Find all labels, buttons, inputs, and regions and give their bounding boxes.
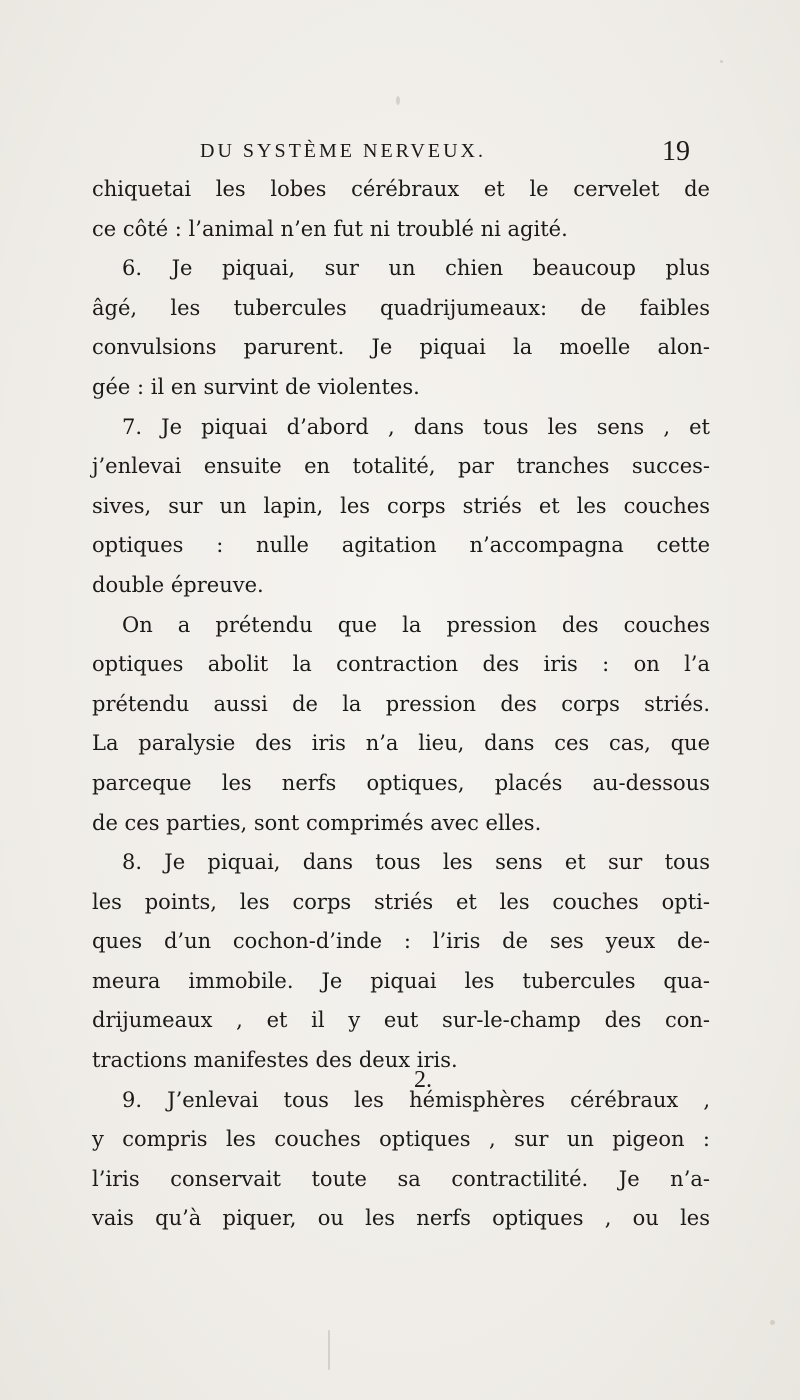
text-line: chiquetai les lobes cérébraux et le cervelet de xyxy=(92,177,710,201)
text-line: drijumeaux , et il y eut sur-le-champ des con- xyxy=(92,1008,710,1033)
text-line: de ces parties, sont comprimés avec elles. xyxy=(92,810,542,835)
text-line: les points, les corps striés et les couches opti- xyxy=(92,889,710,914)
text-line: j’enlevai ensuite en totalité, par tranches succes- xyxy=(92,454,710,479)
text-line: On a prétendu que la pression des couches xyxy=(122,612,710,637)
signature-mark: 2. xyxy=(414,1067,432,1093)
text-line: sives, sur un lapin, les corps striés et les couches xyxy=(92,493,710,518)
text-line: 8. Je piquai, dans tous les sens et sur tous xyxy=(122,850,710,875)
paper-speck xyxy=(720,60,723,63)
text-line: ques d’un cochon-d’inde : l’iris de ses yeux de- xyxy=(92,929,710,954)
text-line: y compris les couches optiques , sur un pigeon : xyxy=(92,1127,710,1152)
paper-speck xyxy=(770,1320,775,1325)
text-line: convulsions parurent. Je piquai la moelle alon- xyxy=(92,335,710,360)
text-line: l’iris conservait toute sa contractilité. Je n’a- xyxy=(92,1166,710,1191)
page-number: 19 xyxy=(662,136,690,167)
text-line: tractions manifestes des deux iris. xyxy=(92,1048,458,1073)
text-line: ce côté : l’animal n’en fut ni troublé ni agité. xyxy=(92,216,568,241)
page-header xyxy=(200,136,700,172)
text-line: 9. J’enlevai tous les hémisphères cérébraux , xyxy=(122,1087,710,1112)
text-line: La paralysie des iris n’a lieu, dans ces cas, que xyxy=(92,731,710,756)
paper-speck xyxy=(396,96,400,105)
text-line: optiques : nulle agitation n’accompagna cette xyxy=(92,533,710,558)
text-line: 6. Je piquai, sur un chien beaucoup plus xyxy=(122,256,710,281)
text-line: parceque les nerfs optiques, placés au-dessous xyxy=(92,770,710,795)
paper-speck xyxy=(328,1330,330,1370)
text-line: prétendu aussi de la pression des corps striés. xyxy=(92,691,710,716)
text-line: 7. Je piquai d’abord , dans tous les sens , et xyxy=(122,414,710,439)
text-line: vais qu’à piquer, ou les nerfs optiques , ou les xyxy=(92,1206,710,1231)
text-line: gée : il en survint de violentes. xyxy=(92,374,420,399)
text-line: optiques abolit la contraction des iris : on l’a xyxy=(92,652,710,677)
text-line: double épreuve. xyxy=(92,572,264,597)
running-head: DU SYSTÈME NERVEUX. xyxy=(200,140,486,162)
text-line: âgé, les tubercules quadrijumeaux: de faibles xyxy=(92,295,710,320)
text-line: meura immobile. Je piquai les tubercules qua- xyxy=(92,968,710,993)
